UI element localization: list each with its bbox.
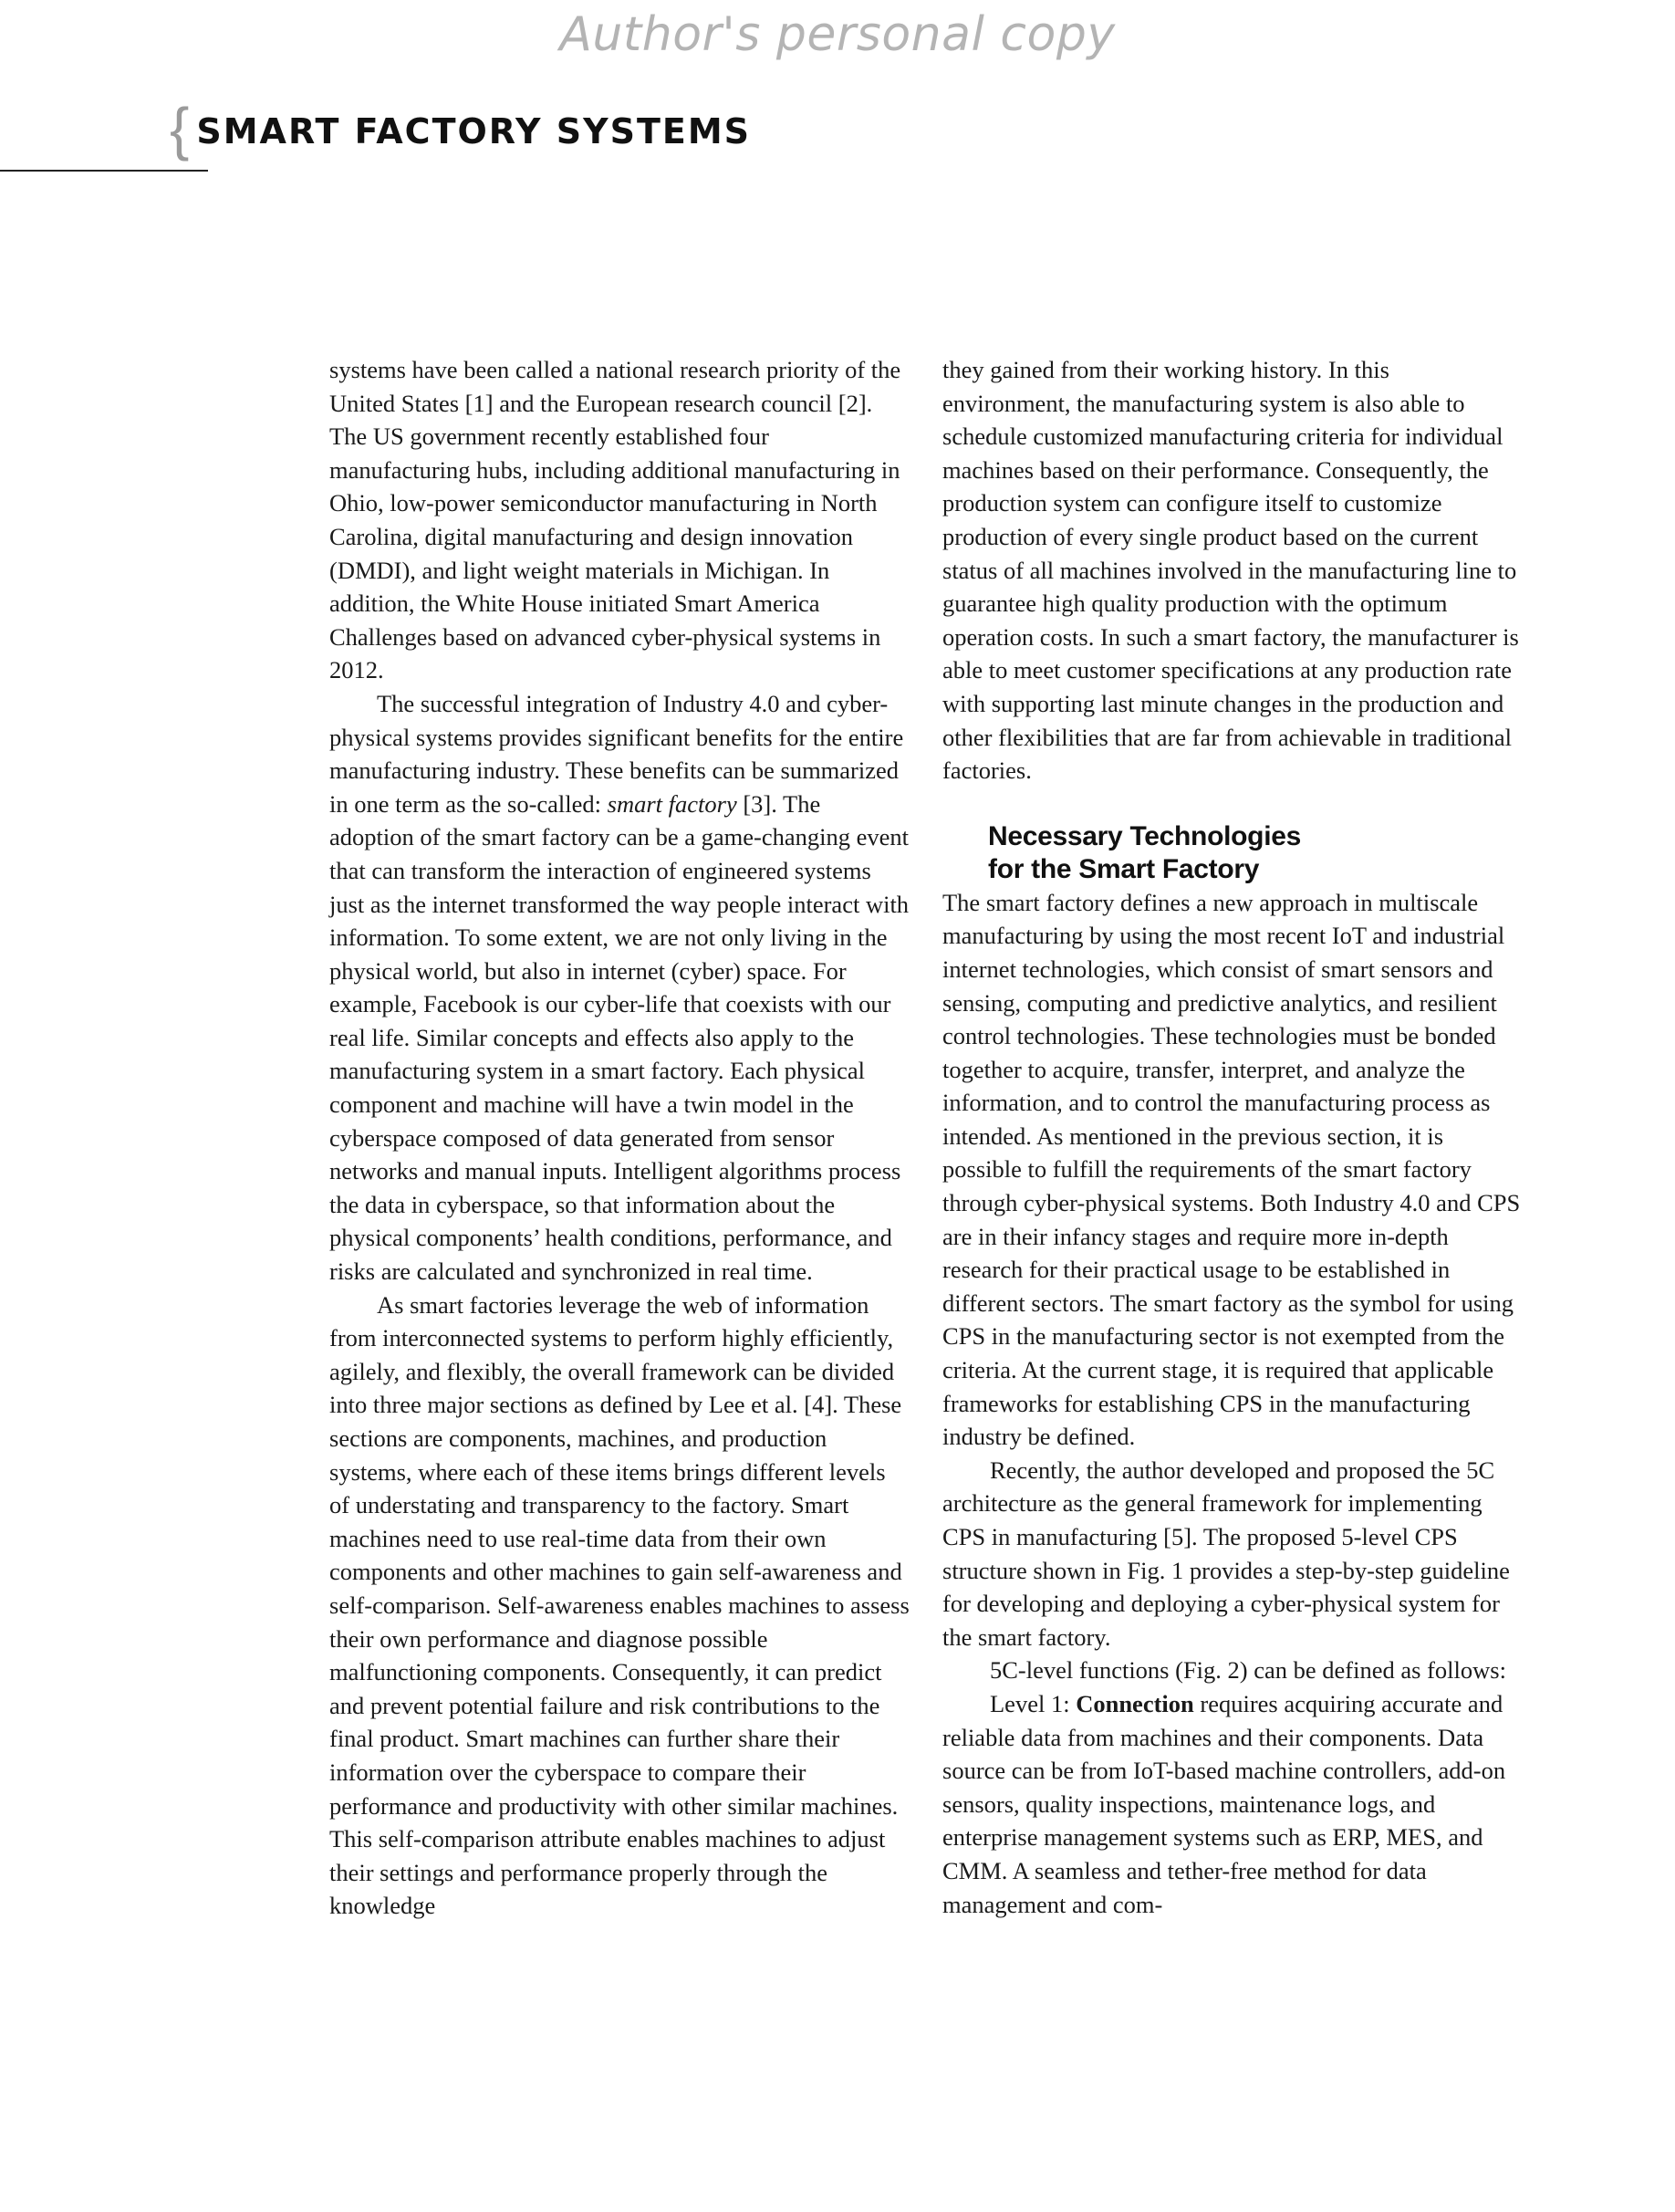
paragraph: they gained from their working history. In this environment, the manufacturing system is also able to schedule customized manufacturing criteria for individual machines based on their performance. Consequently, the production system can configure itself to customize production of every single product based on the current status of all machines involved in the manufacturing line to guarantee high quality production with the optimum operation costs. In such a smart factory, the manufacturer is able to meet customer specifications at any production rate with supporting last minute changes in the production and other flexibilities that are far from achievable in traditional factories. (942, 356, 1519, 785)
paragraph: systems have been called a national research priority of the United States [1] and the European research council [2]. The US government recently established four manufacturing hubs, including additional manufacturing in Ohio, low-power semiconductor manufacturing in North Carolina, digital manufacturing and design innovation (DMDI), and light weight materials in Michigan. In addition, the White House initiated Smart America Challenges based on advanced cyber-physical systems in 2012. (329, 356, 901, 684)
paragraph: Recently, the author developed and proposed the 5C architecture as the general framework for implementing CPS in manufacturing [5]. The proposed 5-level CPS structure shown in Fig. 1 provides a step-by-step guideline for developing and deploying a cyber-physical system for the smart factory. (942, 1456, 1510, 1651)
paragraph: Level 1: Connection requires acquiring accurate and reliable data from machines and their components. Data source can be from IoT-based machine controllers, add-on sensors, quality inspections, maintenance logs, and enterprise management systems such as ERP, MES, and CMM. A seamless and tether-free method for data management and com- (942, 1689, 1506, 1918)
right-column (942, 353, 1523, 1921)
paragraph: The smart factory defines a new approach in multiscale manufacturing by using the most recent IoT and industrial internet technologies, which consist of smart sensors and sensing, computing and predictive analytics, and resilient control technologies. These technologies must be bonded together to acquire, transfer, interpret, and analyze the information, and to control the manufacturing process as intended. As mentioned in the previous section, it is possible to fulfill the requirements of the smart factory through cyber-physical systems. Both Industry 4.0 and CPS are in their infancy stages and require more in-depth research for their practical usage to be established in different sectors. The smart factory as the symbol for using CPS in the manufacturing sector is not exempted from the criteria. At the current stage, it is required that applicable frameworks for establishing CPS in the manufacturing industry be defined. (942, 888, 1521, 1451)
running-header (170, 96, 752, 162)
header-rule (0, 170, 208, 172)
emphasis-smart-factory: smart factory (607, 789, 737, 818)
paragraph: 5C-level functions (Fig. 2) can be defined as follows: (990, 1656, 1506, 1685)
section-title: SMART FACTORY SYSTEMS (196, 111, 752, 151)
subsection-heading: Necessary Technologies for the Smart Factory (988, 820, 1301, 884)
brace-ornament: { (170, 96, 190, 162)
paragraph: The successful integration of Industry 4.0 and cyber-physical systems provides significant benefits for the entire manufacturing industry. These benefits can be summarized in one term as the so-called: smart factory [3]. The adoption of the smart factory can be a game-changing event that can transform the interaction of engineered systems just as the internet transformed the way people interact with information. To some extent, we are not only living in the physical world, but also in internet (cyber) space. For example, Facebook is our cyber-life that coexists with our real life. Similar concepts and effects also apply to the manufacturing system in a smart factory. Each physical component and machine will have a twin model in the cyberspace composed of data generated from sensor networks and manual inputs. Intelligent algorithms process the data in cyberspace, so that information about the physical components’ health conditions, performance, and risks are calculated and synchronized in real time. (329, 689, 910, 1286)
watermark: Author's personal copy (559, 7, 1116, 62)
left-column (329, 353, 910, 1923)
paragraph: As smart factories leverage the web of information from interconnected systems to perform highly efficiently, agilely, and flexibly, the overall framework can be divided into three major sections as defined by Lee et al. [4]. These sections are components, machines, and production systems, where each of these items brings different levels of understating and transparency to the factory. Smart machines need to use real-time data from their own components and other machines to gain self-awareness and self-comparison. Self-awareness enables machines to assess their own performance and diagnose possible malfunctioning components. Consequently, it can predict and prevent potential failure and risk contributions to the final product. Smart machines can further share their information over the cyberspace to compare their performance and productivity with other similar machines. This self-comparison attribute enables machines to adjust their settings and performance properly through the knowledge (329, 1290, 910, 1920)
term-connection: Connection (1076, 1689, 1194, 1717)
